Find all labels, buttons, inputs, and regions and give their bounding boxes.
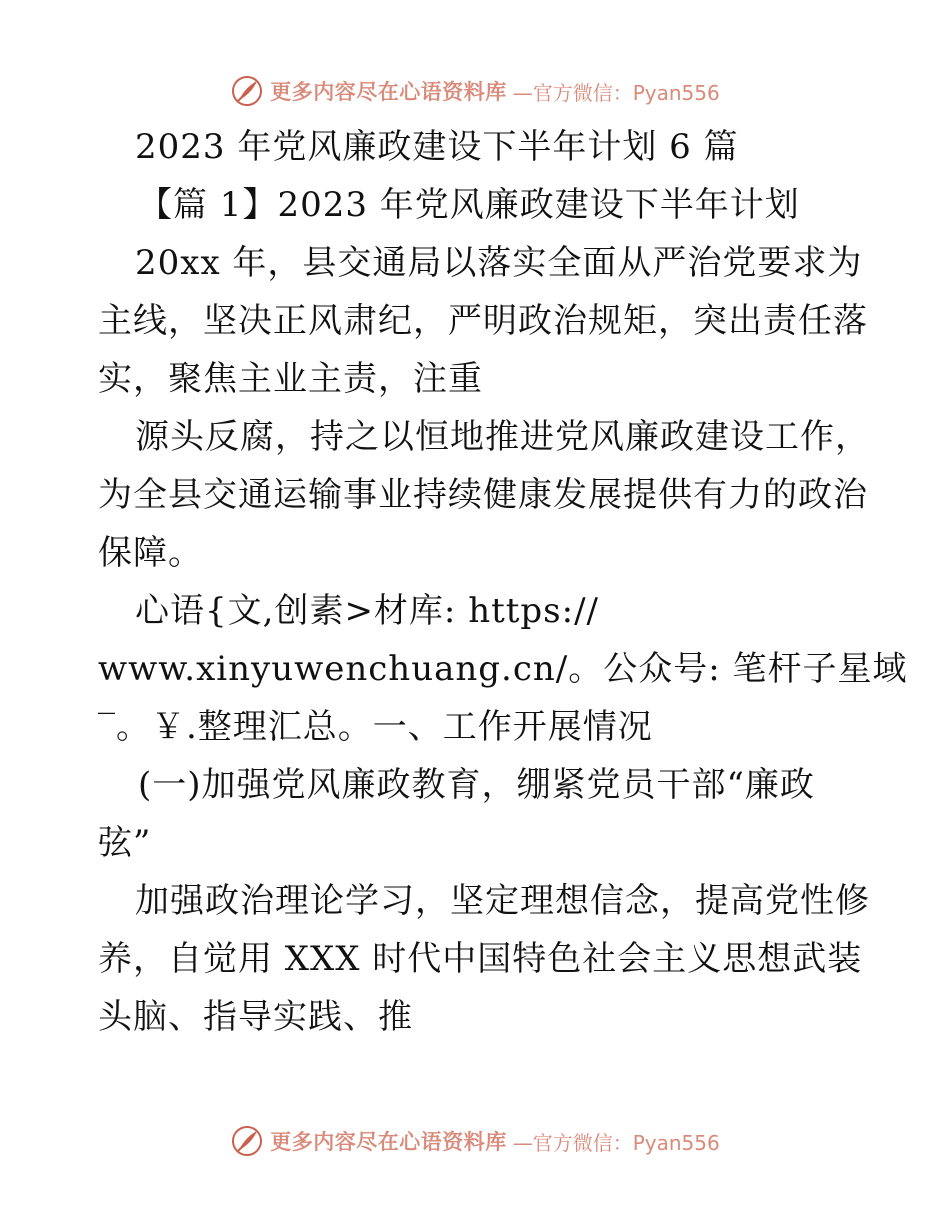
feather-pen-icon xyxy=(230,1124,264,1158)
banner-main-text: 更多内容尽在心语资料库 xyxy=(270,1129,507,1154)
subsection-heading: (一)加强党风廉政教育，绷紧党员干部“廉政 xyxy=(138,765,815,805)
paragraph-line: www.xinyuwenchuang.cn/。公众号: 笔杆子星域 xyxy=(98,649,908,689)
paragraph-line: ‾。￥.整理汇总。一、工作开展情况 xyxy=(98,707,653,747)
paragraph-line: 为全县交通运输事业持续健康发展提供有力的政治 xyxy=(98,475,868,515)
header-banner xyxy=(0,71,950,111)
banner-wechat-text: —官方微信：Pyan556 xyxy=(512,1130,720,1155)
banner-wechat-text: —官方微信：Pyan556 xyxy=(512,80,720,105)
paragraph-line: 头脑、指导实践、推 xyxy=(98,997,413,1037)
paragraph-line: 养，自觉用 XXX 时代中国特色社会主义思想武装 xyxy=(98,939,863,979)
paragraph-line: 源头反腐，持之以恒地推进党风廉政建设工作， xyxy=(135,417,870,457)
document-body xyxy=(98,118,908,1046)
paragraph-line: 心语{文,创素>材库: https:// xyxy=(135,591,599,631)
paragraph-line: 弦” xyxy=(98,823,152,863)
document-title: 2023 年党风廉政建设下半年计划 6 篇 xyxy=(135,127,739,167)
banner-main-text: 更多内容尽在心语资料库 xyxy=(270,79,507,104)
paragraph-line: 保障。 xyxy=(98,533,203,573)
paragraph-line: 实，聚焦主业主责，注重 xyxy=(98,359,483,399)
section-heading: 【篇 1】2023 年党风廉政建设下半年计划 xyxy=(138,185,800,225)
feather-pen-icon xyxy=(230,74,264,108)
paragraph-line: 20xx 年，县交通局以落实全面从严治党要求为 xyxy=(135,243,863,283)
paragraph-line: 主线，坚决正风肃纪，严明政治规矩，突出责任落 xyxy=(98,301,868,341)
paragraph-line: 加强政治理论学习，坚定理想信念，提高党性修 xyxy=(135,881,870,921)
footer-banner xyxy=(0,1121,950,1161)
